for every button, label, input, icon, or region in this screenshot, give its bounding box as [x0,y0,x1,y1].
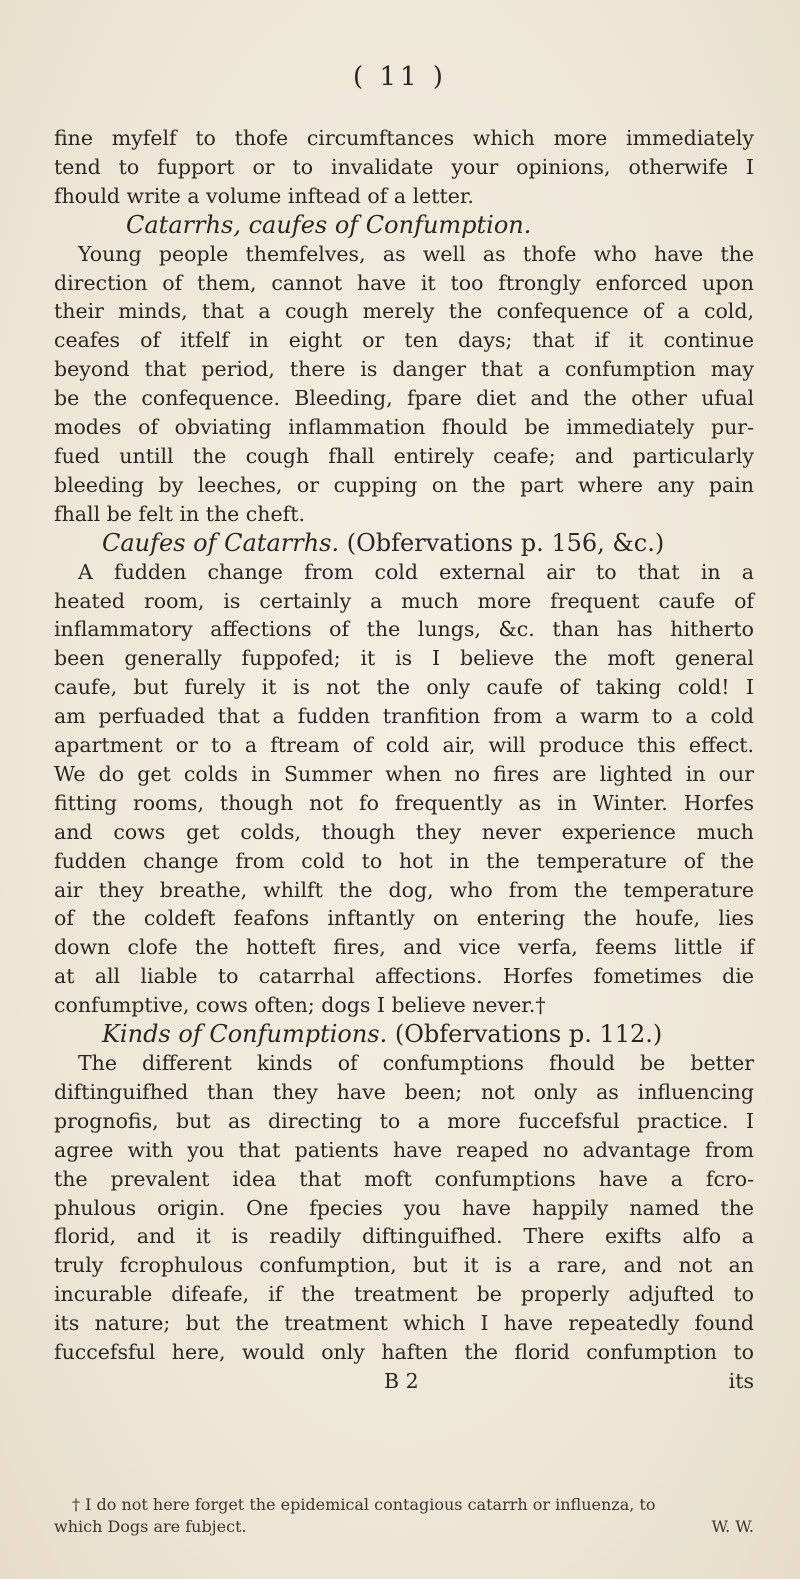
section-heading-catarrhs: Catarrhs, caufes of Confumption. [126,210,532,239]
text-line: apartment or to a ftream of cold air, will produce this effect. [54,733,754,758]
text-line: am perfuaded that a fudden tranfition from a warm to a cold [54,704,754,729]
text-line: agree with you that patients have reaped no advantage from [54,1137,754,1162]
text-line: diftinguifhed than they have been; not only as influencing [54,1079,754,1104]
text-line: at all liable to catarrhal affections. Horfes fometimes die [54,964,754,989]
text-line: their minds, that a cough merely the confequence of a cold, [54,299,754,324]
page-number: ( 11 ) [353,62,447,92]
text-line: prognofis, but as directing to a more fuccefsful practice. I [54,1108,754,1133]
text-line: its nature; but the treatment which I have repeatedly found [54,1311,754,1336]
text-line: fudden change from cold to hot in the temperature of the [54,848,754,873]
text-line: bleeding by leeches, or cupping on the part where any pain [54,472,754,497]
footnote-line-2 [54,1516,754,1538]
text-line: down clofe the hotteft fires, and vice verfa, feems little if [54,935,754,960]
footnote-text: which Dogs are fubject. [54,1517,247,1536]
section-heading-kinds [54,1020,754,1049]
heading-reference: (Obfervations p. 156, &c.) [346,528,665,557]
text-line: A fudden change from cold external air to that in a [78,559,754,584]
text-line: direction of them, cannot have it too ftrongly enforced upon [54,270,754,295]
text-line: tend to fupport or to invalidate your opinions, otherwife I [54,154,754,179]
heading-italic: Caufes of Catarrhs. [102,528,340,557]
text-line: the prevalent idea that moft confumptions have a fcro- [54,1166,754,1191]
text-line: heated room, is certainly a much more frequent caufe of [54,588,754,613]
text-line: fhould write a volume inftead of a letter. [54,183,474,208]
text-line: confumptive, cows often; dogs I believe never.† [54,993,546,1018]
signature-row [54,1367,754,1396]
text-line: inflammatory affections of the lungs, &c. than has hitherto [54,617,754,642]
signature-mark: B 2 [384,1368,419,1393]
text-line: ceafes of itfelf in eight or ten days; that if it continue [54,328,754,353]
heading-reference: (Obfervations p. 112.) [394,1020,663,1049]
text-line: fitting rooms, though not fo frequently as in Winter. Horfes [54,790,754,815]
text-line: We do get colds in Summer when no fires are lighted in our [54,761,754,786]
text-line: been generally fuppofed; it is I believe the moft general [54,646,754,671]
section-heading-causes [54,529,754,558]
text-line: fhall be felt in the cheft. [54,501,305,526]
text-line: fued untill the cough fhall entirely ceafe; and particularly [54,443,754,468]
text-line: caufe, but furely it is not the only caufe of taking cold! I [54,675,754,700]
text-line: beyond that period, there is danger that a confumption may [54,357,754,382]
text-line: modes of obviating inflammation fhould be immediately pur- [54,415,754,440]
footnote [54,1494,754,1538]
text-line: fuccefsful here, would only haften the florid confumption to [54,1340,754,1365]
text-line: fine myfelf to thofe circumftances which more immediately [54,126,754,150]
text-line: and cows get colds, though they never experience much [54,819,754,844]
catchword: its [728,1368,754,1393]
text-line: Young people themfelves, as well as thofe who have the [78,241,754,266]
text-line: be the confequence. Bleeding, fpare diet and the other ufual [54,386,754,411]
text-line: phulous origin. One fpecies you have happily named the [54,1195,754,1220]
text-line: air they breathe, whilft the dog, who from the temperature [54,877,754,902]
text-line: of the coldeft feafons inftantly on entering the houfe, lies [54,906,754,931]
footnote-line: † I do not here forget the epidemical contagious catarrh or influenza, to [72,1495,656,1514]
text-line: florid, and it is readily diftinguifhed. There exifts alfo a [54,1224,754,1249]
text-line: incurable difeafe, if the treatment be properly adjufted to [54,1282,754,1307]
heading-italic: Kinds of Confumptions. [102,1020,388,1049]
text-line: The different kinds of confumptions fhould be better [78,1051,754,1075]
text-line: truly fcrophulous confumption, but it is a rare, and not an [54,1253,754,1278]
body-text [54,124,754,1396]
footnote-initials: W. W. [711,1517,754,1536]
